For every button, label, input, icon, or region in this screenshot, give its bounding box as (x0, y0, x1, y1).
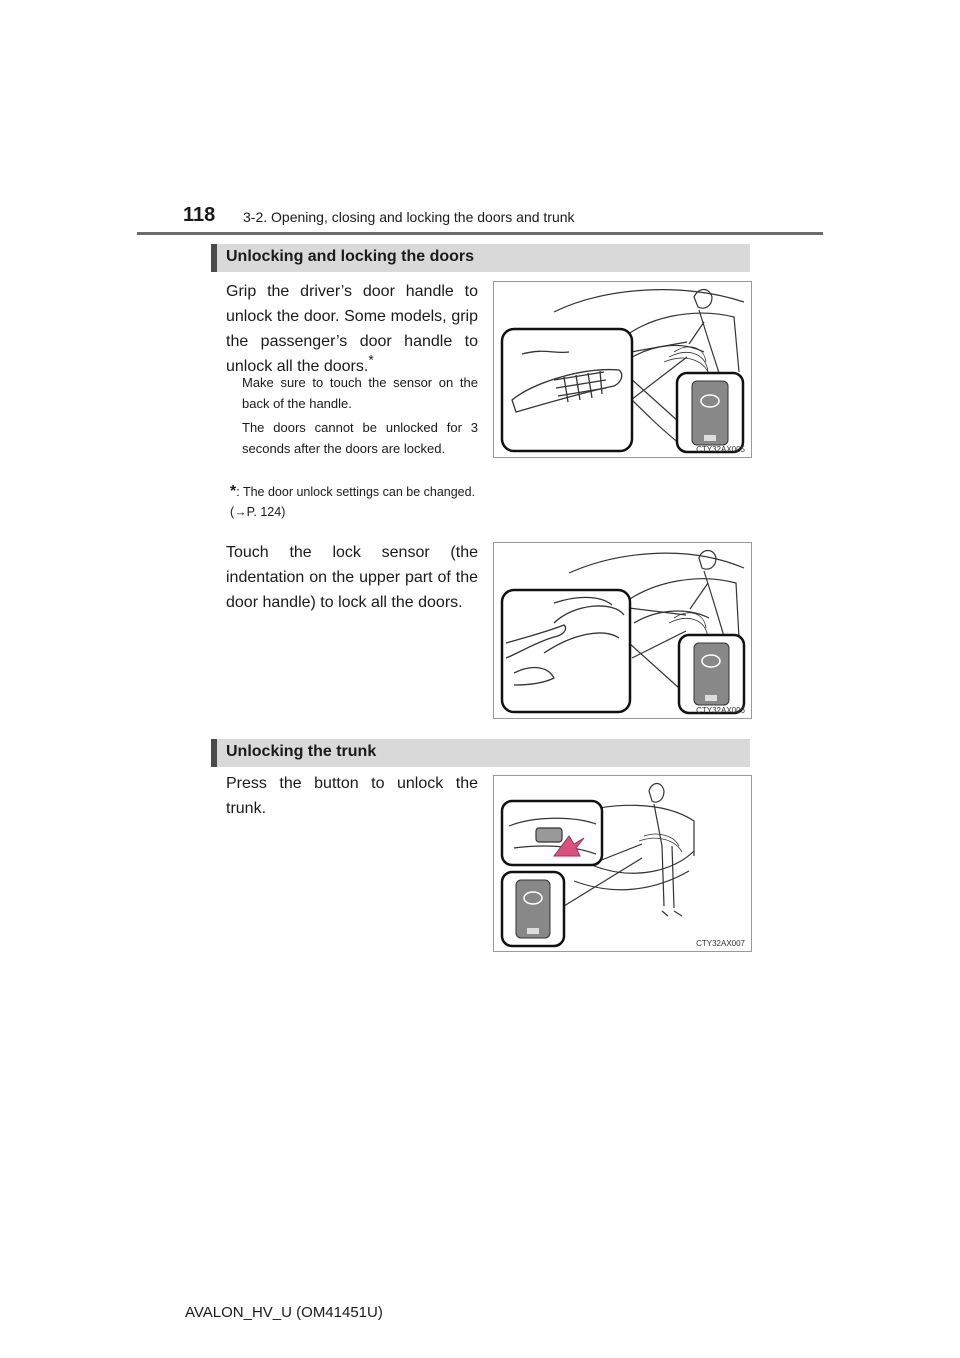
door-unlock-illustration (494, 282, 751, 457)
heading-bar (211, 244, 217, 272)
figure-code: CTY32AX005 (696, 445, 745, 454)
heading-text: Unlocking the trunk (226, 743, 377, 760)
section-heading-trunk (211, 739, 750, 767)
heading-bar (211, 739, 217, 767)
trunk-unlock-illustration (494, 776, 751, 951)
section-title: 3-2. Opening, closing and locking the doors and trunk (243, 209, 575, 225)
figure-door-lock (493, 542, 752, 719)
footnote-text: : The door unlock settings can be changed. (→P. 124) (230, 485, 476, 519)
model-code: AVALON_HV_U (OM41451U) (185, 1304, 383, 1321)
unlock-paragraph (226, 279, 478, 379)
door-lock-illustration (494, 543, 751, 718)
section-heading-doors (211, 244, 750, 272)
trunk-paragraph: Press the button to unlock the trunk. (226, 775, 478, 817)
figure-door-unlock (493, 281, 752, 458)
footnote-star: * (230, 483, 237, 500)
figure-code: CTY32AX006 (696, 706, 745, 715)
footnote-marker: * (368, 351, 374, 368)
handle-inset (502, 329, 632, 451)
figure-trunk-unlock (493, 775, 752, 952)
lock-paragraph: Touch the lock sensor (the indentation on the upper part of the door handle) to lock all the doors. (226, 544, 478, 611)
header-divider (137, 232, 823, 235)
delay-note: The doors cannot be unlocked for 3 seconds after the doors are locked. (242, 420, 478, 456)
page-number: 118 (183, 204, 216, 226)
figure-code: CTY32AX007 (696, 939, 745, 948)
sensor-note: Make sure to touch the sensor on the back of the handle. (242, 375, 478, 411)
unlock-text: Grip the driver’s door handle to unlock the door. Some models, grip the passenger’s door handle to unlock all the doors. (226, 283, 478, 375)
heading-text: Unlocking and locking the doors (226, 248, 475, 265)
footnote (230, 482, 480, 522)
